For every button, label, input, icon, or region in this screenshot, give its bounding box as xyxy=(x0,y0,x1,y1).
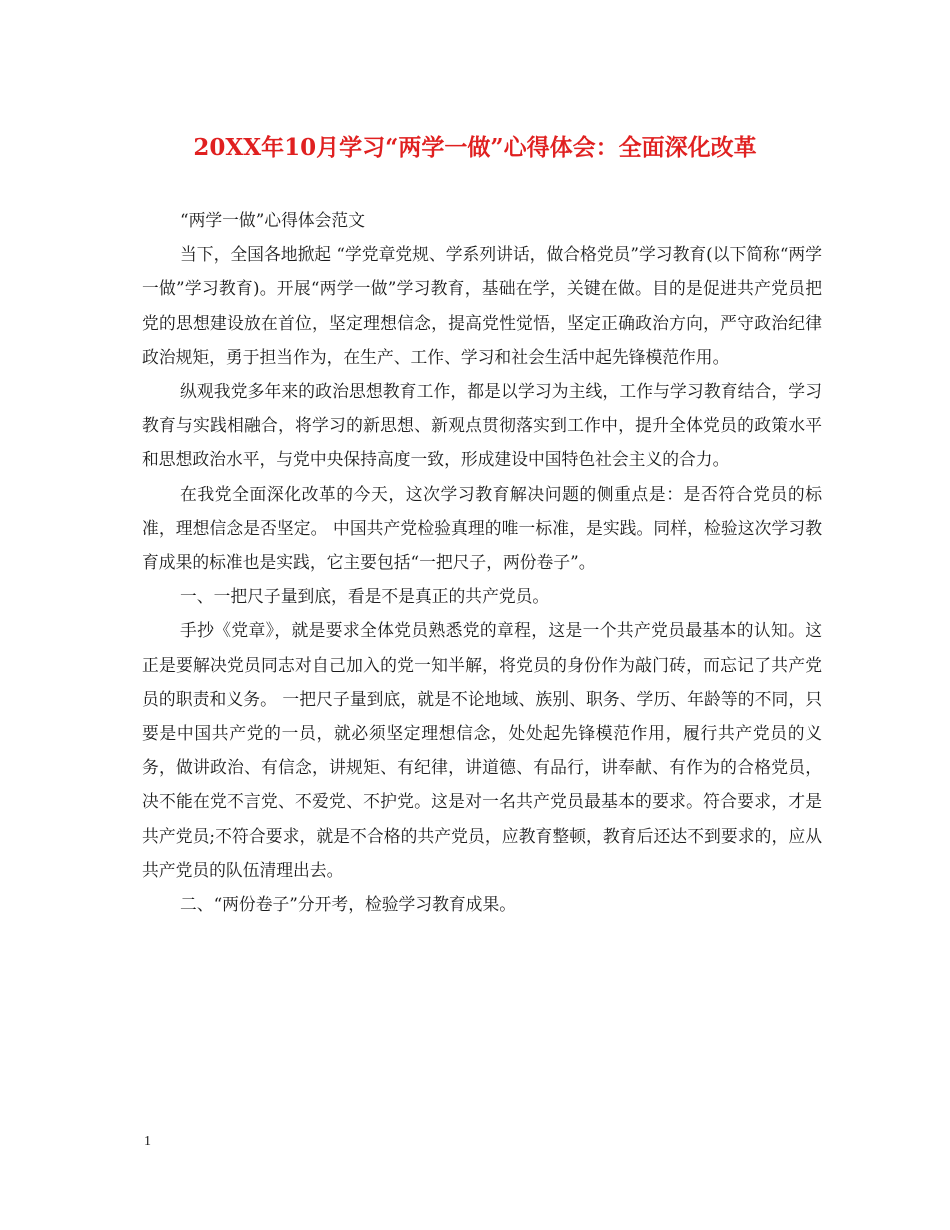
document-body xyxy=(142,203,822,921)
section-heading: 二、“两份卷子”分开考，检验学习教育成果。 xyxy=(180,894,517,915)
document-title: 20XX年10月学习“两学一做”心得体会：全面深化改革 xyxy=(193,134,757,161)
paragraph: 纵观我党多年来的政治思想教育工作，都是以学习为主线，工作与学习教育结合，学习教育与实践相融合，将学习的新思想、新观点贯彻落实到工作中，提升全体党员的政策水平和思想政治水平，与党中央保持高度一致，形成建设中国特色社会主义的合力。 xyxy=(142,381,822,470)
paragraph: 手抄《党章》，就是要求全体党员熟悉党的章程，这是一个共产党员最基本的认知。这正是要解决党员同志对自己加入的党一知半解，将党员的身份作为敲门砖，而忘记了共产党员的职责和义务。 一把尺子量到底，就是不论地域、族别、职务、学历、年龄等的不同，只要是中国共产党的一员，就必须坚定理想信念，处处起先锋模范作用，履行共产党员的义务，做讲政治、有信念，讲规矩、有纪律，讲道德、有品行，讲奉献、有作为的合格党员，决不能在党不言党、不爱党、不护党。这是对一名共产党员最基本的要求。符合要求，才是共产党员;不符合要求，就是不合格的共产党员，应教育整顿，教育后还达不到要求的，应从共产党员的队伍清理出去。 xyxy=(142,620,822,880)
paragraph: 在我党全面深化改革的今天，这次学习教育解决问题的侧重点是：是否符合党员的标准，理想信念是否坚定。 中国共产党检验真理的唯一标准，是实践。同样，检验这次学习教育成果的标准也是实践，它主要包括“一把尺子，两份卷子”。 xyxy=(142,483,822,573)
paragraph-subtitle: “两学一做”心得体会范文 xyxy=(180,210,365,230)
paragraph: 当下，全国各地掀起 “学党章党规、学系列讲话，做合格党员”学习教育(以下简称“两学一做”学习教育)。开展“两学一做”学习教育，基础在学，关键在做。目的是促进共产党员把党的思想建设放在首位，坚定理想信念，提高党性觉悟，坚定正确政治方向，严守政治纪律政治规矩，勇于担当作为，在生产、工作、学习和社会生活中起先锋模范作用。 xyxy=(142,244,822,367)
section-heading: 一、一把尺子量到底，看是不是真正的共产党员。 xyxy=(180,586,550,607)
page-number: 1 xyxy=(144,1134,151,1149)
